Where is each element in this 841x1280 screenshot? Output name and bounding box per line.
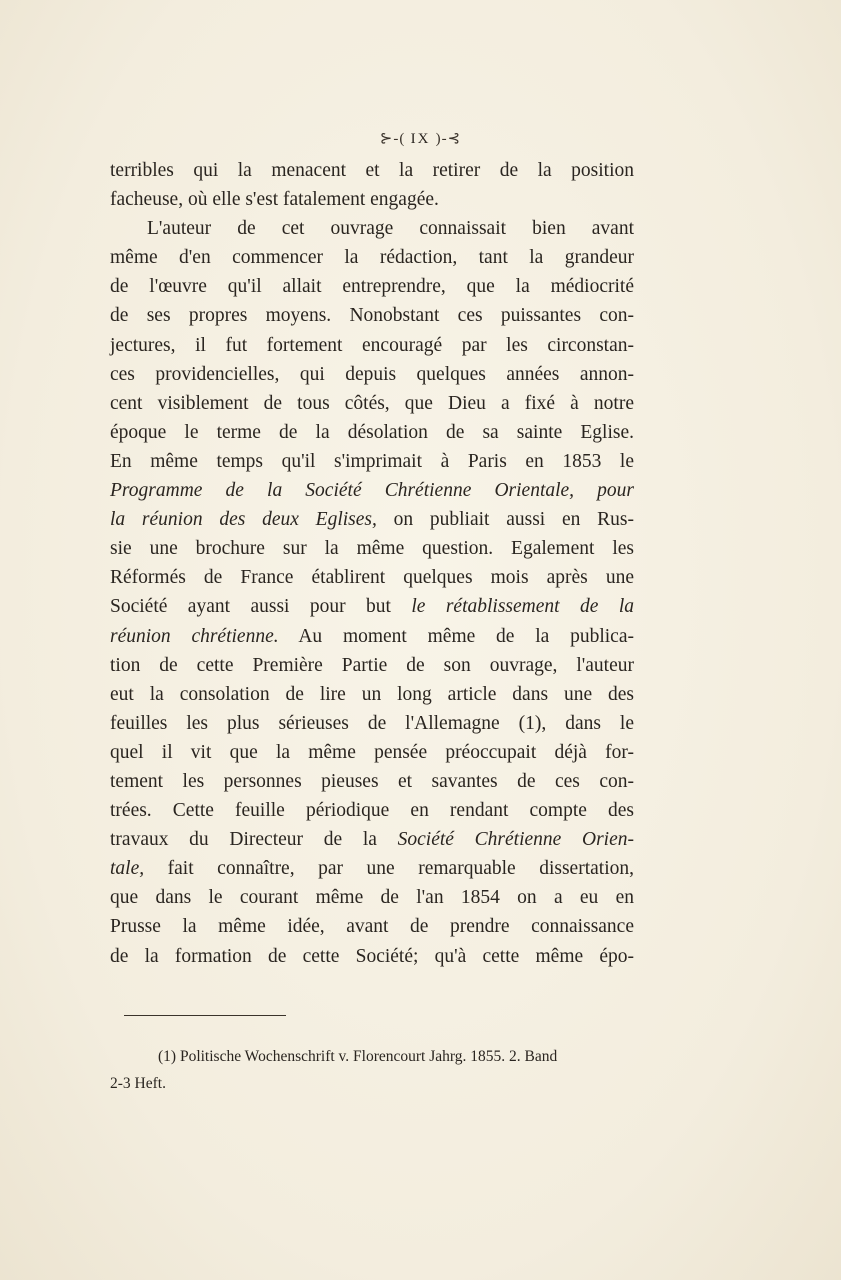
page-number: IX xyxy=(410,131,431,147)
roman-text: fait connaître, par une remarquable dissertation, xyxy=(144,858,634,880)
text-line xyxy=(110,592,634,621)
text-line: eut la consolation de lire un long article dans une des xyxy=(110,683,634,705)
roman-text: Société ayant aussi pour but xyxy=(110,596,412,618)
text-line: époque le terme de la désolation de sa sainte Eglise. xyxy=(110,421,634,443)
right-ornament: )-⊰ xyxy=(435,131,462,147)
text-line: quel il vit que la même pensée préoccupait déjà for- xyxy=(110,741,634,763)
text-line: tement les personnes pieuses et savantes de ces con- xyxy=(110,770,634,792)
text-line: cent visiblement de tous côtés, que Dieu a fixé à notre xyxy=(110,392,634,414)
text-line: trées. Cette feuille périodique en rendant compte des xyxy=(110,800,634,822)
text-line: de l'œuvre qu'il allait entreprendre, que la médiocrité xyxy=(110,276,634,298)
text-line: En même temps qu'il s'imprimait à Paris en 1853 le xyxy=(110,450,634,472)
text-line: ces providencielles, qui depuis quelques années annon- xyxy=(110,363,634,385)
text-line xyxy=(110,825,634,854)
footnote-rule xyxy=(124,1015,286,1016)
roman-text: Au moment même de la publica- xyxy=(278,625,634,647)
italic-title: Société Chrétienne Orien- xyxy=(397,829,634,851)
text-line: facheuse, où elle s'est fatalement engagée. xyxy=(110,189,439,211)
text-line: de la formation de cette Société; qu'à cette même épo- xyxy=(110,945,634,967)
text-line xyxy=(110,476,634,505)
roman-text: on publiait aussi en Rus- xyxy=(376,509,634,531)
text-line xyxy=(110,854,634,883)
footnote-line: 2-3 Heft. xyxy=(110,1075,166,1092)
italic-phrase: le rétablissement de la xyxy=(411,596,634,618)
text-line: de ses propres moyens. Nonobstant ces puissantes con- xyxy=(110,305,634,327)
text-line: feuilles les plus sérieuses de l'Allemagne (1), dans le xyxy=(110,712,634,734)
text-line: L'auteur de cet ouvrage connaissait bien avant xyxy=(147,218,634,240)
body-text xyxy=(110,156,634,971)
page-header xyxy=(0,128,841,148)
text-line xyxy=(110,505,634,534)
italic-phrase: réunion chrétienne. xyxy=(110,625,279,647)
text-line: Réformés de France établirent quelques mois après une xyxy=(110,567,634,589)
left-ornament: ⊱-( xyxy=(379,131,406,147)
footnote-line: (1) Politische Wochenschrift v. Florencourt Jahrg. 1855. 2. Band xyxy=(158,1048,558,1065)
text-line: sie une brochure sur la même question. Egalement les xyxy=(110,538,634,560)
italic-title: la réunion des deux Eglises, xyxy=(110,509,377,531)
text-line: terribles qui la menacent et la retirer de la position xyxy=(110,160,634,181)
text-line: que dans le courant même de l'an 1854 on a eu en xyxy=(110,887,634,909)
text-line: jectures, il fut fortement encouragé par les circonstan- xyxy=(110,334,634,356)
text-line: même d'en commencer la rédaction, tant la grandeur xyxy=(110,247,634,269)
text-line: Prusse la même idée, avant de prendre connaissance xyxy=(110,916,634,938)
text-line: tion de cette Première Partie de son ouvrage, l'auteur xyxy=(110,654,634,676)
text-line xyxy=(110,622,634,651)
italic-title: tale, xyxy=(110,858,145,880)
roman-text: travaux du Directeur de la xyxy=(110,829,398,851)
footnote xyxy=(110,1043,630,1097)
italic-title: Programme de la Société Chrétienne Orientale, pour xyxy=(110,480,634,502)
